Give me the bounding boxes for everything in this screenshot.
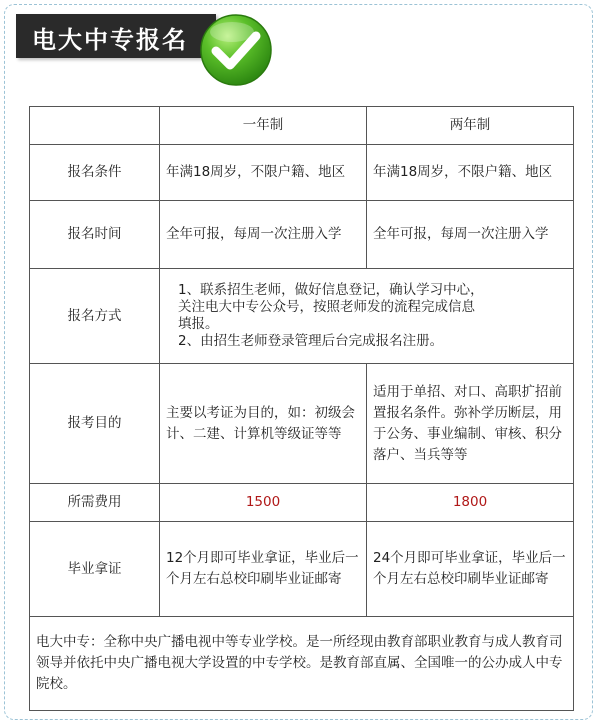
table-row-method [30,269,574,364]
table-row-time [30,201,574,269]
header-empty-cell [30,107,160,145]
title-bar [16,14,216,58]
method-line: 2、由招生老师登录管理后台完成报名注册。 [178,333,444,349]
method-line: 填报。 [178,316,219,332]
cell-two-year: 24个月即可毕业拿证，毕业后一个月左右总校印刷毕业证邮寄 [367,522,574,617]
price-two-year: 1800 [367,484,574,522]
cell-two-year: 年满18周岁，不限户籍、地区 [367,145,574,201]
cell-one-year: 年满18周岁，不限户籍、地区 [160,145,367,201]
cell-method [160,269,574,364]
page-title: 电大中专报名 [32,26,188,54]
header-one-year: 一年制 [160,107,367,145]
header-two-year: 两年制 [367,107,574,145]
row-label: 报名方式 [30,269,160,364]
price-one-year: 1500 [160,484,367,522]
table-header-row [30,107,574,145]
footnote-text: 电大中专：全称中央广播电视中等专业学校。是一所经现由教育部职业教育与成人教育司领导并依托中央广播电视大学设置的中专学校。是教育部直属、全国唯一的公办成人中专院校。 [30,617,574,711]
cell-one-year: 主要以考证为目的，如：初级会计、二建、计算机等级证等等 [160,364,367,484]
method-line: 关注电大中专公众号，按照老师发的流程完成信息 [178,299,475,315]
cell-two-year: 全年可报，每周一次注册入学 [367,201,574,269]
cell-two-year: 适用于单招、对口、高职扩招前置报名条件。弥补学历断层，用于公务、事业编制、审核、积分落户、当兵等等 [367,364,574,484]
row-label: 所需费用 [30,484,160,522]
table-row-requirement [30,145,574,201]
table-row-footnote [30,617,574,711]
table-row-fee [30,484,574,522]
row-label: 报名条件 [30,145,160,201]
table-row-certificate [30,522,574,617]
row-label: 毕业拿证 [30,522,160,617]
method-line: 1、联系招生老师，做好信息登记，确认学习中心， [178,282,484,298]
row-label: 报名时间 [30,201,160,269]
checkmark-icon [198,12,274,88]
cell-one-year: 12个月即可毕业拿证，毕业后一个月左右总校印刷毕业证邮寄 [160,522,367,617]
row-label: 报考目的 [30,364,160,484]
cell-one-year: 全年可报，每周一次注册入学 [160,201,367,269]
table-row-purpose [30,364,574,484]
enrollment-table [29,106,574,711]
